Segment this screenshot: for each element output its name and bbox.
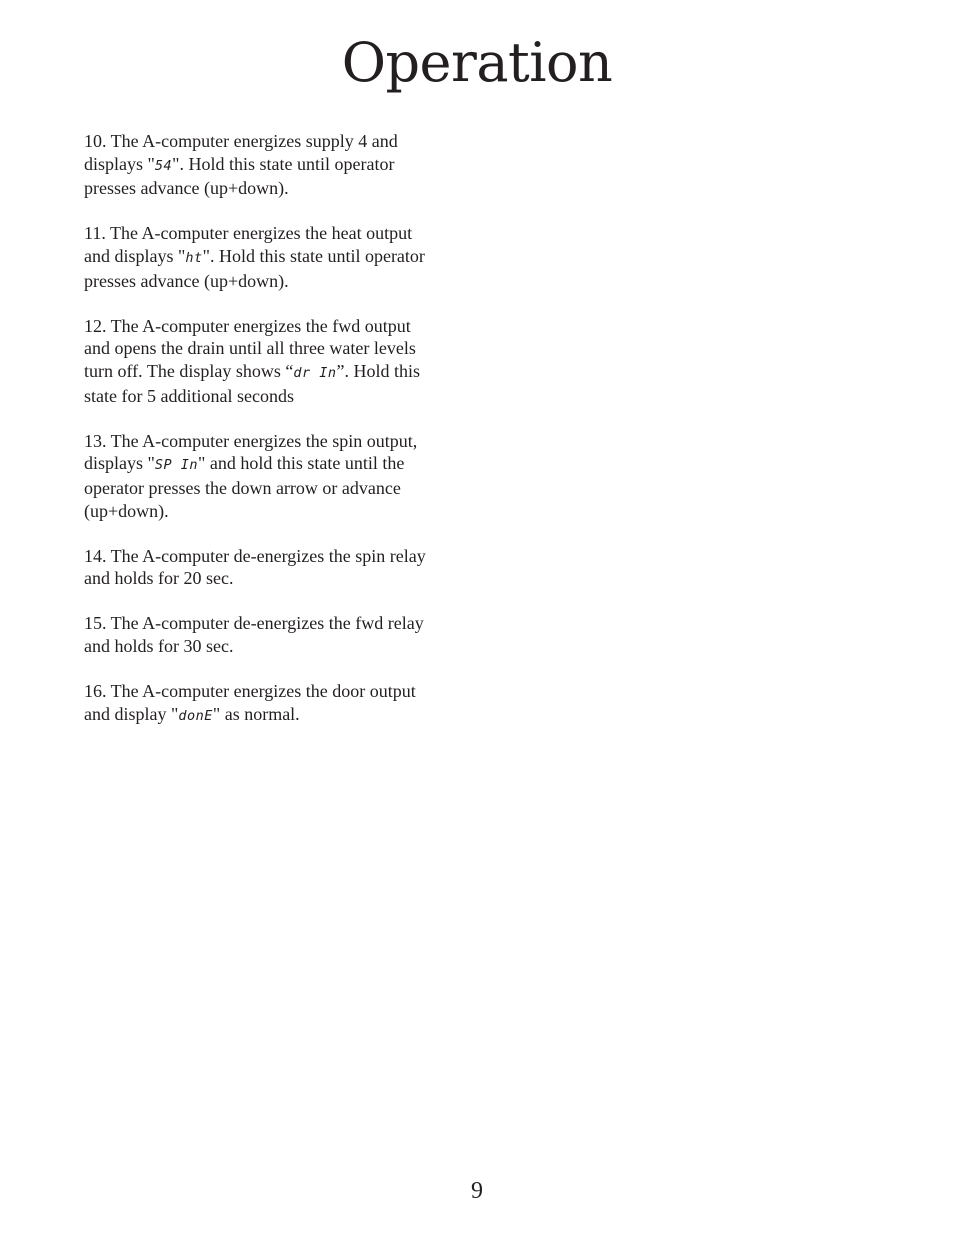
steps-list (84, 130, 480, 750)
page-title: Operation (341, 31, 613, 94)
step-text: 15. The A-computer de-energizes the fwd relay (84, 613, 424, 634)
step-text: and holds for 20 sec. (84, 568, 234, 589)
step-text: 12. The A-computer energizes the fwd output (84, 315, 411, 336)
step-paragraph (84, 430, 480, 522)
display-code: ht (185, 249, 203, 266)
step-text: presses advance (up+down). (84, 270, 289, 291)
step-text: 16. The A-computer energizes the door output (84, 681, 416, 702)
step-text: and display " (84, 703, 179, 724)
step-text: state for 5 additional seconds (84, 385, 294, 406)
step-paragraph (84, 680, 480, 727)
page-number: 9 (471, 1178, 483, 1204)
step-text: turn off. The display shows “ (84, 360, 294, 381)
step-text: 11. The A-computer energizes the heat output (84, 223, 413, 244)
step-text: ". Hold this state until operator (202, 245, 425, 266)
step-text: 13. The A-computer energizes the spin output, (84, 430, 418, 451)
step-paragraph (84, 222, 480, 292)
display-code: SP In (154, 457, 198, 474)
step-paragraph (84, 612, 480, 657)
step-text: (up+down). (84, 500, 169, 521)
step-text: 10. The A-computer energizes supply 4 and (84, 131, 398, 151)
display-code: 54 (154, 157, 173, 174)
step-text: and opens the drain until all three water levels (84, 338, 416, 359)
step-paragraph (84, 545, 480, 590)
step-text: " and hold this state until the (198, 453, 405, 474)
step-text: 14. The A-computer de-energizes the spin relay (84, 545, 426, 566)
step-text: displays " (84, 453, 155, 474)
step-text: and holds for 30 sec. (84, 636, 234, 657)
step-text: displays " (84, 153, 155, 174)
step-text: ”. Hold this (336, 360, 420, 381)
step-text: operator presses the down arrow or advance (84, 477, 401, 498)
step-paragraph (84, 315, 480, 407)
display-code: dr In (293, 364, 337, 381)
step-text: " as normal. (212, 703, 300, 724)
step-paragraph (84, 130, 480, 200)
step-text: presses advance (up+down). (84, 178, 289, 199)
step-text: ". Hold this state until operator (172, 153, 395, 174)
step-text: and displays " (84, 245, 186, 266)
display-code: donE (178, 707, 213, 724)
